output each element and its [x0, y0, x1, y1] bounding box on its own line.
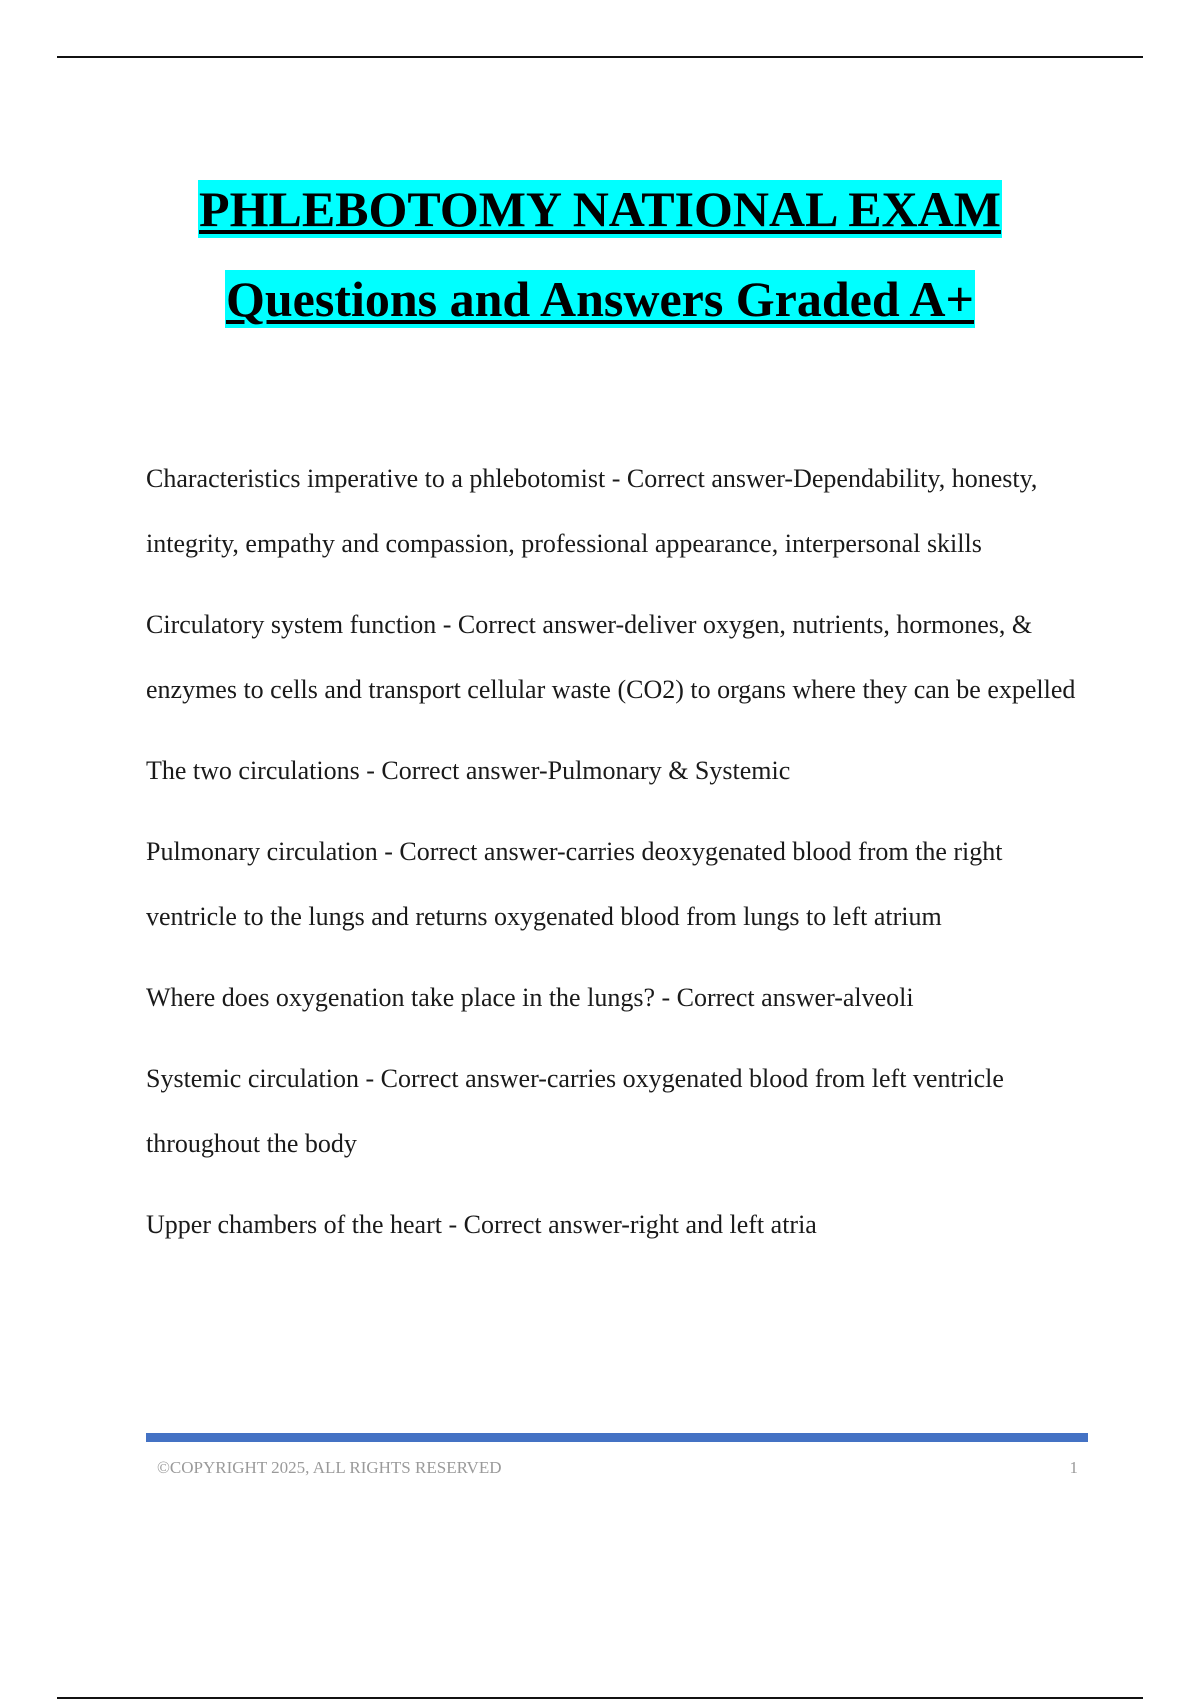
page-number: 1: [1069, 1458, 1078, 1477]
footer-copyright: ©COPYRIGHT 2025, ALL RIGHTS RESERVED: [157, 1458, 502, 1477]
top-rule: [57, 56, 1143, 58]
qa-item: Circulatory system function - Correct answer-deliver oxygen, nutrients, hormones, & enzymes to cells and transport cellular waste (CO2) to organs where they can be expelled: [146, 610, 1076, 704]
qa-item: Characteristics imperative to a phlebotomist - Correct answer-Dependability, honesty, integrity, empathy and compassion, professional appearance, interpersonal skills: [146, 464, 1038, 558]
qa-list: [146, 446, 1091, 1273]
document-title: [0, 180, 1200, 328]
qa-item: Upper chambers of the heart - Correct answer-right and left atria: [146, 1210, 817, 1239]
qa-item: Systemic circulation - Correct answer-carries oxygenated blood from left ventricle throughout the body: [146, 1064, 1004, 1158]
bottom-rule: [57, 1697, 1143, 1699]
title-line-1: PHLEBOTOMY NATIONAL EXAM: [199, 181, 1001, 237]
title-line-2: Questions and Answers Graded A+: [225, 271, 975, 327]
qa-item: The two circulations - Correct answer-Pulmonary & Systemic: [146, 756, 791, 785]
qa-item: Pulmonary circulation - Correct answer-carries deoxygenated blood from the right ventricle to the lungs and returns oxygenated blood from lungs to left atrium: [146, 837, 1003, 931]
qa-item: Where does oxygenation take place in the lungs? - Correct answer-alveoli: [146, 983, 914, 1012]
footer-bar: [146, 1433, 1088, 1442]
